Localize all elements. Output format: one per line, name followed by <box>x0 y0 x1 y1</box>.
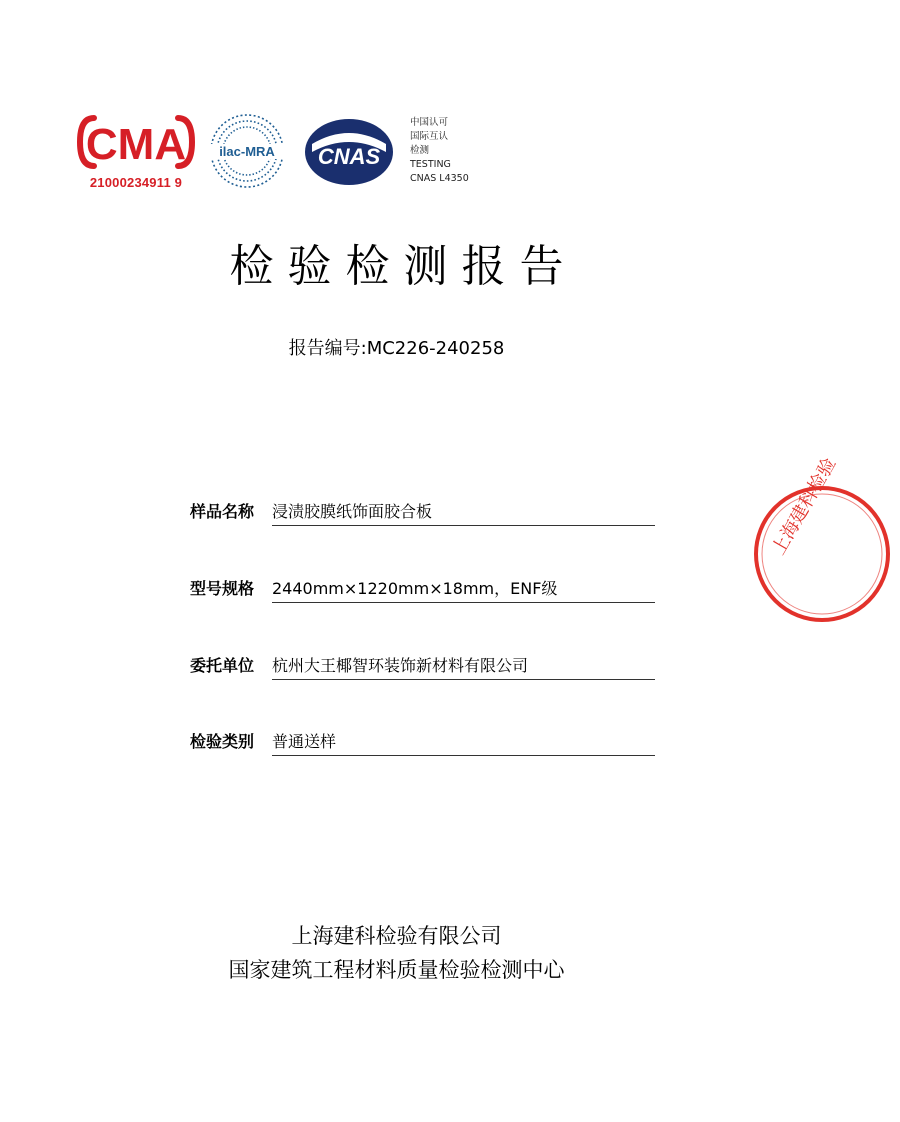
report-title: 检验检测报告 <box>229 241 578 292</box>
cma-certificate-code: 21000234911 9 <box>89 175 183 190</box>
ilac-logo-text: ilac-MRA <box>219 144 275 159</box>
inspection-type-field <box>190 728 655 756</box>
ilac-mra-logo <box>206 110 288 192</box>
organization-name: 上海建科检验有限公司 <box>291 924 502 948</box>
client-field <box>190 652 655 680</box>
field-value: 2440mm×1220mm×18mm，ENF级 <box>272 576 655 603</box>
official-seal <box>750 454 900 636</box>
field-value: 浸渍胶膜纸饰面胶合板 <box>272 499 655 526</box>
cnas-line: CNAS L4350 <box>410 173 469 184</box>
organization-center-name: 国家建筑工程材料质量检验检测中心 <box>228 958 565 982</box>
cnas-line: 中国认可 <box>410 117 449 128</box>
field-label: 样品名称 <box>190 502 255 521</box>
model-spec-field <box>190 575 655 603</box>
field-value: 普通送样 <box>272 729 655 756</box>
accreditation-logos <box>76 108 496 198</box>
cnas-logo-text: CNAS <box>317 144 381 169</box>
sample-name-field <box>190 498 655 526</box>
report-number: 报告编号:MC226-240258 <box>288 338 505 359</box>
cma-logo-text: CMA <box>85 120 187 169</box>
field-value: 杭州大王椰智环装饰新材料有限公司 <box>272 653 655 680</box>
field-label: 委托单位 <box>190 656 255 675</box>
cnas-line: 检测 <box>410 145 430 156</box>
cnas-accreditation-text <box>410 116 469 186</box>
cnas-line: 国际互认 <box>410 131 449 142</box>
field-label: 检验类别 <box>190 732 255 751</box>
cnas-logo <box>302 116 396 188</box>
cnas-line: TESTING <box>410 159 451 170</box>
seal-text: 上海建科检验 <box>768 454 841 559</box>
field-label: 型号规格 <box>190 579 255 598</box>
